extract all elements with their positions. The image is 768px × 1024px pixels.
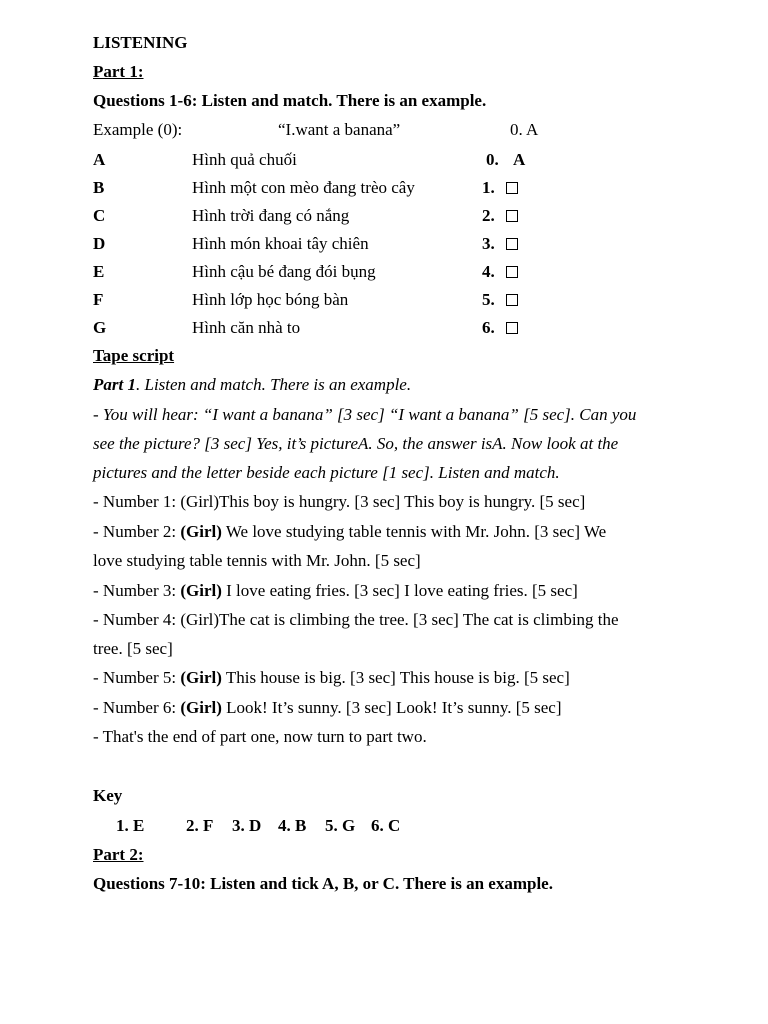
example-row — [0, 120, 768, 140]
example-answer: 0. A — [510, 120, 539, 139]
tapescript-number-4: - Number 4: (Girl)The cat is climbing the tree. [3 sec] The cat is climbing the — [93, 610, 619, 629]
answer-checkbox[interactable] — [496, 318, 518, 338]
key-item: 2. F — [186, 816, 214, 835]
example-quote: “I.want a banana” — [278, 120, 401, 139]
row-description: Hình trời đang có nắng — [192, 206, 350, 225]
row-answer: A — [513, 150, 526, 169]
tapescript-number-2: - Number 2: (Girl) We love studying table tennis with Mr. John. [3 sec] We — [93, 522, 607, 541]
answer-checkbox[interactable] — [496, 234, 518, 254]
part2-instruction: Questions 7-10: Listen and tick A, B, or C. There is an example. — [93, 874, 553, 893]
speaker-girl: (Girl) — [180, 581, 222, 600]
tapescript-part-instruction: . Listen and match. There is an example. — [135, 375, 412, 394]
part1-title: Part 1: — [93, 62, 144, 81]
row-number: 1. — [482, 178, 495, 197]
row-number: 6. — [482, 318, 495, 337]
tapescript-title: Tape script — [93, 346, 175, 365]
tapescript-part-label: Part 1 — [93, 375, 136, 394]
tapescript-part-line — [93, 375, 411, 395]
tapescript-example-line: pictures and the letter beside each picture [1 sec]. Listen and match. — [93, 463, 560, 482]
answer-checkbox[interactable] — [496, 206, 518, 226]
key-item: 5. G — [325, 816, 356, 835]
row-number: 0. — [486, 150, 499, 169]
key-item: 3. D — [232, 816, 262, 835]
row-letter: B — [93, 178, 105, 197]
row-letter: F — [93, 290, 104, 309]
row-description: Hình một con mèo đang trèo cây — [192, 178, 415, 197]
row-number: 5. — [482, 290, 495, 309]
example-label: Example (0): — [93, 120, 183, 139]
match-row — [0, 290, 768, 310]
row-letter: E — [93, 262, 105, 281]
match-row — [0, 234, 768, 254]
tapescript-example-line: - You will hear: “I want a banana” [3 sec] “I want a banana” [5 sec]. Can you — [93, 405, 637, 424]
key-item: 1. E — [116, 816, 145, 835]
match-row — [0, 318, 768, 338]
row-description: Hình cậu bé đang đói bụng — [192, 262, 376, 281]
row-description: Hình lớp học bóng bàn — [192, 290, 349, 309]
part2-title: Part 2: — [93, 845, 144, 864]
answer-checkbox[interactable] — [496, 262, 518, 282]
row-description: Hình căn nhà to — [192, 318, 301, 337]
row-letter: G — [93, 318, 107, 337]
speaker-girl: (Girl) — [180, 522, 222, 541]
key-answers — [0, 816, 768, 836]
key-item: 4. B — [278, 816, 307, 835]
tapescript-number-3: - Number 3: (Girl) I love eating fries. [3 sec] I love eating fries. [5 sec] — [93, 581, 578, 600]
heading: LISTENING — [93, 33, 188, 52]
tapescript-end: - That's the end of part one, now turn to part two. — [93, 727, 427, 746]
tapescript-number-2-cont: love studying table tennis with Mr. John. [5 sec] — [93, 551, 421, 570]
row-description: Hình quả chuối — [192, 150, 297, 169]
answer-checkbox[interactable] — [496, 290, 518, 310]
row-letter: D — [93, 234, 106, 253]
match-row — [0, 206, 768, 226]
row-letter: A — [93, 150, 106, 169]
row-description: Hình món khoai tây chiên — [192, 234, 369, 253]
tapescript-number-5: - Number 5: (Girl) This house is big. [3 sec] This house is big. [5 sec] — [93, 668, 570, 687]
key-title: Key — [93, 786, 123, 805]
match-row — [0, 178, 768, 198]
row-number: 3. — [482, 234, 495, 253]
tapescript-number-6: - Number 6: (Girl) Look! It’s sunny. [3 sec] Look! It’s sunny. [5 sec] — [93, 698, 562, 717]
row-number: 4. — [482, 262, 495, 281]
match-row — [0, 262, 768, 282]
tapescript-number-1: - Number 1: (Girl)This boy is hungry. [3 sec] This boy is hungry. [5 sec] — [93, 492, 586, 511]
speaker-girl: (Girl) — [180, 668, 222, 687]
row-number: 2. — [482, 206, 495, 225]
part1-instruction: Questions 1-6: Listen and match. There is an example. — [93, 91, 487, 110]
speaker-girl: (Girl) — [180, 698, 222, 717]
key-item: 6. C — [371, 816, 401, 835]
tapescript-number-4-cont: tree. [5 sec] — [93, 639, 173, 658]
tapescript-example-line: see the picture? [3 sec] Yes, it’s pictureA. So, the answer isA. Now look at the — [93, 434, 619, 453]
answer-checkbox[interactable] — [496, 178, 518, 198]
row-letter: C — [93, 206, 106, 225]
match-row — [0, 150, 768, 170]
